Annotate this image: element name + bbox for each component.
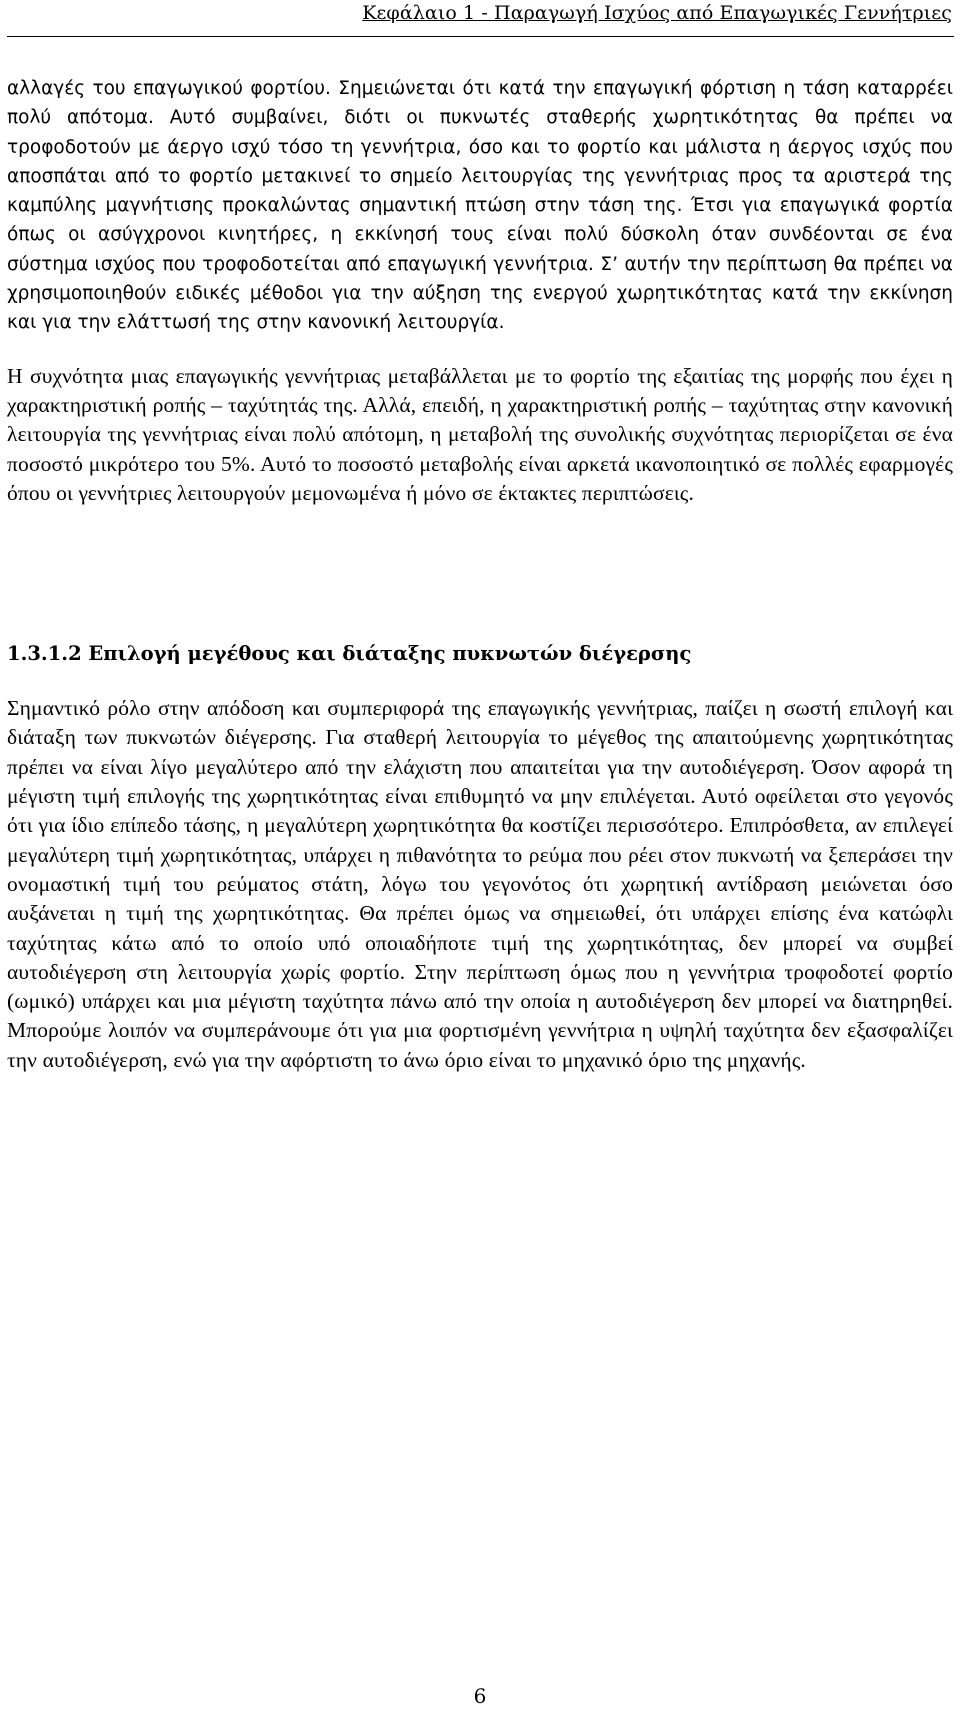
page-number: 6 xyxy=(473,1684,487,1708)
section-heading: 1.3.1.2 Επιλογή μεγέθους και διάταξης πυκνωτών διέγερσης xyxy=(7,642,692,666)
body-paragraph: Σημαντικό ρόλο στην απόδοση και συμπεριφορά της επαγωγικής γεννήτριας, παίζει η σωστή επιλογή και διάταξη των πυκνωτών διέγερσης. Για σταθερή λειτουργία το μέγεθος της απαιτούμενης χωρητικότητας πρέπει να είναι λίγο μεγαλύτερο από την ελάχιστη που απαιτείται για την αυτοδιέγερση. Όσον αφορά τη μέγιστη τιμή επιλογής της χωρητικότητας είναι επιθυμητό να μην επιλέγεται. Αυτό οφείλεται στο γεγονός ότι για ίδιο επίπεδο τάσης, η μεγαλύτερη χωρητικότητα θα κοστίζει περισσότερο. Επιπρόσθετα, αν επιλεγεί μεγαλύτερη τιμή χωρητικότητας, υπάρχει η πιθανότητα το ρεύμα που ρέει στον πυκνωτή να ξεπεράσει την ονομαστική τιμή του ρεύματος στάτη, λόγω του γεγονότος ότι χωρητική αντίδραση μειώνεται όσο αυξάνεται η τιμή της χωρητικότητας. Θα πρέπει όμως να σημειωθεί, ότι υπάρχει επίσης ένα κατώφλι ταχύτητας κάτω από το οποίο υπό οποιαδήποτε τιμή της χωρητικότητας, δεν μπορεί να συμβεί αυτοδιέγερση στη λειτουργία χωρίς φορτίο. Στην περίπτωση όμως που η γεννήτρια τροφοδοτεί φορτίο (ωμικό) υπάρχει και μια μέγιστη ταχύτητα πάνω από την οποία η αυτοδιέγερση δεν μπορεί να διατηρηθεί. Μπορούμε λοιπόν να συμπεράνουμε ότι για μια φορτισμένη γεννήτρια η υψηλή ταχύτητα δεν εξασφαλίζει την αυτοδιέγερση, ενώ για την αφόρτιστη το άνω όριο είναι το μηχανικό όριο της μηχανής. xyxy=(7,696,953,1072)
header-rule xyxy=(7,36,954,37)
page-body xyxy=(7,74,953,1075)
body-paragraph: αλλαγές του επαγωγικού φορτίου. Σημειώνεται ότι κατά την επαγωγική φόρτιση η τάση καταρρέει πολύ απότομα. Αυτό συμβαίνει, διότι οι πυκνωτές σταθερής χωρητικότητας θα πρέπει να τροφοδοτούν με άεργο ισχύ τόσο τη γεννήτρια, όσο και το φορτίο και μάλιστα η άεργος ισχύς που αποσπάται από το φορτίο μετακινεί το σημείο λειτουργίας της γεννήτριας προς τα αριστερά της καμπύλης μαγνήτισης προκαλώντας σημαντική πτώση στην τάση της. Έτσι για επαγωγικά φορτία όπως οι ασύγχρονοι κινητήρες, η εκκίνησή τους είναι πολύ δύσκολη όταν συνδέονται σε ένα σύστημα ισχύος που τροφοδοτείται από επαγωγική γεννήτρια. Σ’ αυτήν την περίπτωση θα πρέπει να χρησιμοποιηθούν ειδικές μέθοδοι για την αύξηση της ενεργού χωρητικότητας κατά την εκκίνηση και για την ελάττωσή της στην κανονική λειτουργία. xyxy=(7,78,953,334)
body-paragraph: Η συχνότητα μιας επαγωγικής γεννήτριας μεταβάλλεται με το φορτίο της εξαιτίας της μορφής που έχει η χαρακτηριστική ροπής – ταχύτητάς της. Αλλά, επειδή, η χαρακτηριστική ροπής – ταχύτητας στην κανονική λειτουργία της γεννήτριας είναι πολύ απότομη, η μεταβολή της συνολικής συχνότητας περιορίζεται σε ένα ποσοστό μικρότερο του 5%. Αυτό το ποσοστό μεταβολής είναι αρκετά ικανοποιητικό σε πολλές εφαρμογές όπου οι γεννήτριες λειτουργούν μεμονωμένα ή μόνο σε έκτακτες περιπτώσεις. xyxy=(7,363,953,505)
running-header: Κεφάλαιο 1 - Παραγωγή Ισχύος από Επαγωγικές Γεννήτριες xyxy=(362,2,952,24)
